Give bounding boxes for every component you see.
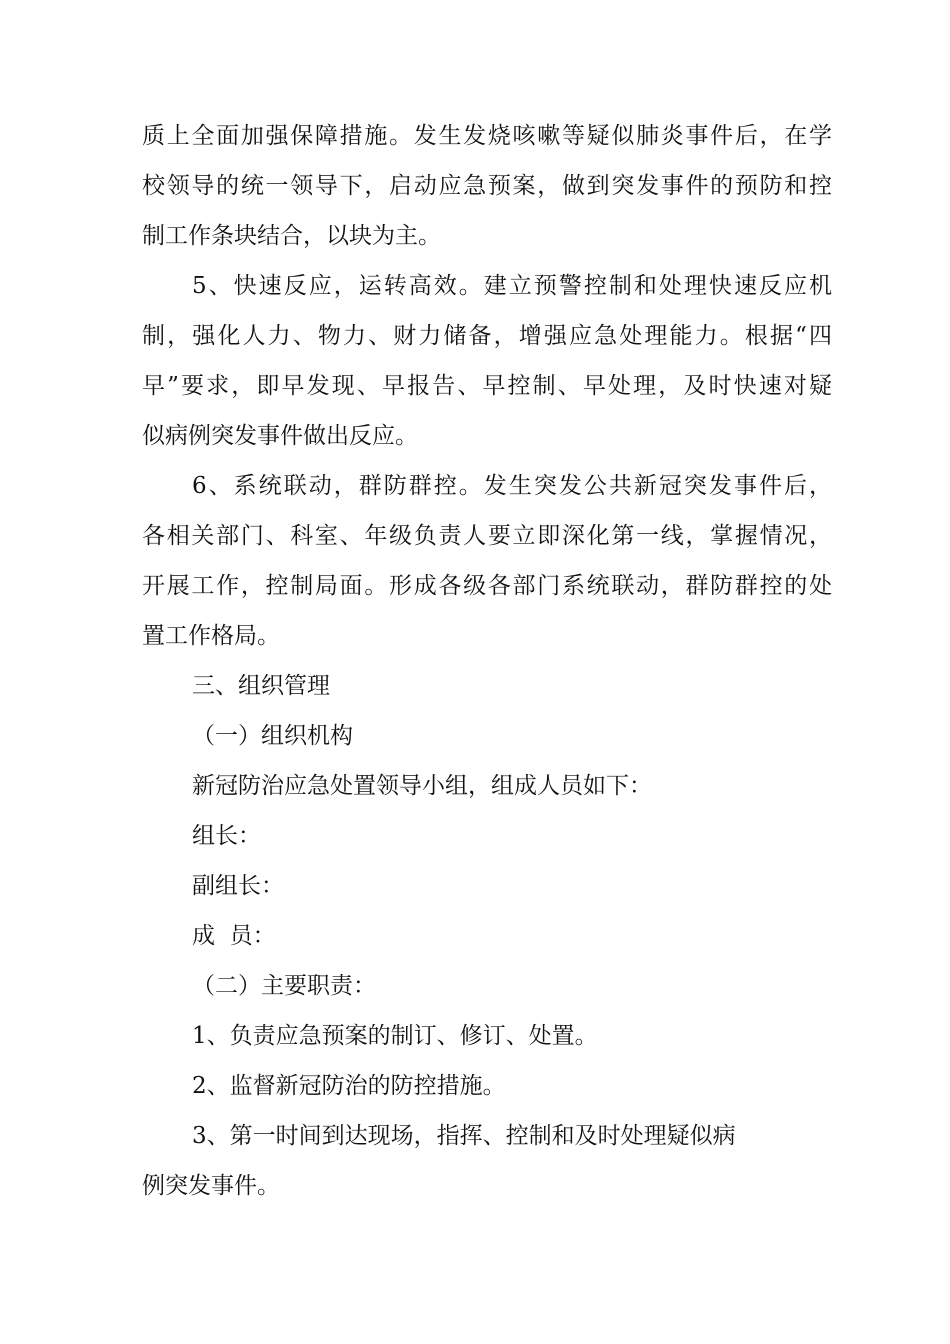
text-line: 似病例突发事件做出反应。 (142, 423, 418, 449)
list-item: 1、负责应急预案的制订、修订、处置。 (192, 1023, 598, 1049)
role-label-leader: 组长： (192, 823, 261, 849)
role-label-members: 成 员： (192, 923, 276, 949)
text-line: 质上全面加强保障措施。发生发烧咳嗽等疑似肺炎事件后，在学 (142, 123, 832, 149)
text-line: 各相关部门、科室、年级负责人要立即深化第一线，掌握情况， (142, 523, 832, 549)
text-line: 制工作条块结合，以块为主。 (142, 223, 441, 249)
list-item: 3、第一时间到达现场，指挥、控制和及时处理疑似病 (192, 1123, 736, 1149)
role-label-deputy-leader: 副组长： (192, 873, 284, 899)
text-line: 早”要求，即早发现、早报告、早控制、早处理，及时快速对疑 (142, 373, 832, 399)
text-line: 5、快速反应，运转高效。建立预警控制和处理快速反应机 (192, 273, 832, 299)
text-line: 例突发事件。 (142, 1173, 280, 1199)
text-line: 6、系统联动，群防群控。发生突发公共新冠突发事件后， (192, 473, 832, 499)
text-line: 新冠防治应急处置领导小组，组成人员如下： (192, 773, 652, 799)
text-line: 制，强化人力、物力、财力储备，增强应急处理能力。根据“四 (142, 323, 832, 349)
text-line: 置工作格局。 (142, 623, 280, 649)
section-heading: 三、组织管理 (192, 673, 330, 699)
document-body (142, 111, 832, 1211)
text-line: 开展工作，控制局面。形成各级各部门系统联动，群防群控的处 (142, 573, 832, 599)
subsection-heading: （二）主要职责： (192, 973, 376, 999)
subsection-heading: （一）组织机构 (192, 723, 353, 749)
text-line: 校领导的统一领导下，启动应急预案，做到突发事件的预防和控 (142, 173, 832, 199)
list-item: 2、监督新冠防治的防控措施。 (192, 1073, 506, 1099)
